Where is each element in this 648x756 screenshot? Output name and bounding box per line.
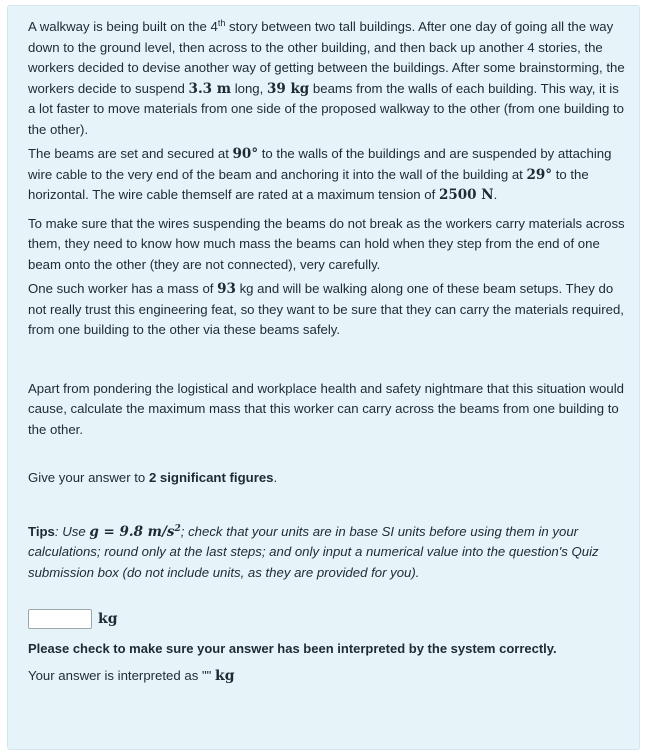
beam-mass: 39 kg — [266, 80, 310, 97]
question-paragraph-3: To make sure that the wires suspending the beams do not break as the workers carry materials across them, they need to know how much mass the beams can hold when they step from the end of one beam onto the other (they are not connected), very carefully. — [28, 215, 625, 272]
gravity-value: g = 9.8 $m/s^2$ — [89, 523, 181, 540]
cable-angle: 29° — [526, 166, 553, 183]
check-instruction: Please check to make sure your answer has been interpreted by the system correctly. — [28, 641, 557, 656]
question-panel — [7, 5, 640, 750]
interpreted-unit: kg — [215, 667, 235, 684]
question-paragraph-1: A walkway is being built on the 4th story between two tall buildings. After one day of going all the way down to the ground level, then across to the other building, and then back up another 4 stories, the workers decided to devise another way of getting between the buildings. After some brainstorming, the workers decide to suspend 3.3 m long, 39 kg beams from the walls of each building. This way, it is a lot faster to move materials from one side of the proposed walkway to the other (from one building to the other). — [28, 18, 625, 137]
question-task: Apart from pondering the logistical and workplace health and safety nightmare that this situation would cause, calculate the maximum mass that this worker can carry across the beams from one building to the other. — [28, 380, 624, 437]
worker-mass: 93 — [217, 281, 236, 297]
question-paragraph-2: The beams are set and secured at 90° to the walls of the buildings and are suspended by attaching wire cable to the very end of the beam and anchoring it into the wall of the building at 29° to the horizontal. The wire cable themself are rated at a maximum tension of 2500 N. — [28, 146, 612, 203]
beam-length: 3.3 m — [188, 80, 232, 97]
tips-label: Tips — [28, 523, 55, 539]
significant-figures-note: Give your answer to 2 significant figures. — [28, 470, 278, 485]
interpreted-answer: Your answer is interpreted as "" kg — [28, 667, 235, 684]
beam-angle: 90° — [232, 146, 259, 162]
question-paragraph-4: One such worker has a mass of 93 kg and will be walking along one of these beam setups. They do not really trust this engineering feat, so they want to be sure that they can carry the materials required, from one building to the other via these beams safely. — [28, 281, 624, 337]
max-tension: 2500 N — [438, 187, 494, 203]
answer-input[interactable] — [28, 609, 92, 629]
answer-unit: kg — [98, 611, 118, 627]
answer-row — [28, 607, 625, 631]
interpreted-value: "" — [201, 667, 212, 683]
tips: Tips: Use g = 9.8 $m/s^2$; check that your units are in base SI units before using them in your calculations; round only at the last steps; and only input a numerical value into the question's Quiz submission box (do not include units, as they are provided for you). — [28, 523, 599, 580]
